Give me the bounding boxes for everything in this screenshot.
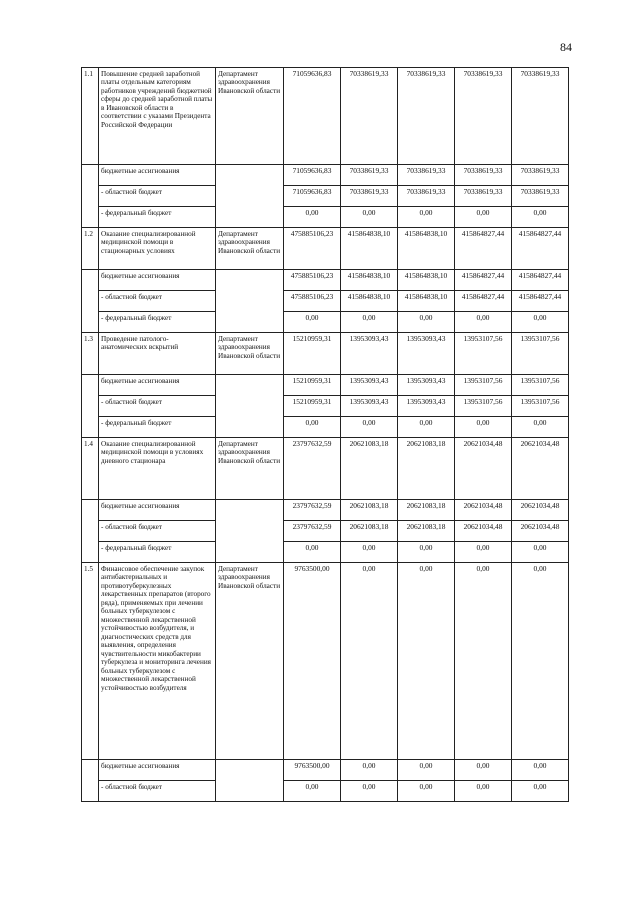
regional-budget-value: 0,00 [455, 781, 512, 802]
budget-allocations-value: 415864838,10 [341, 270, 398, 291]
index-blank [82, 500, 99, 563]
section-value: 20621083,18 [398, 438, 455, 500]
regional-budget-row [82, 291, 569, 312]
regional-budget-value: 20621083,18 [341, 521, 398, 542]
federal-budget-value: 0,00 [398, 207, 455, 228]
regional-budget-label: - областной бюджет [99, 291, 216, 312]
federal-budget-value: 0,00 [512, 312, 569, 333]
regional-budget-value: 70338619,33 [512, 186, 569, 207]
budget-allocations-value: 13953107,56 [512, 375, 569, 396]
federal-budget-row [82, 417, 569, 438]
section-row [82, 68, 569, 165]
budget-allocations-value: 20621034,48 [512, 500, 569, 521]
regional-budget-value: 13953093,43 [341, 396, 398, 417]
section-value: 70338619,33 [455, 68, 512, 165]
federal-budget-row [82, 312, 569, 333]
index-blank [82, 760, 99, 802]
regional-budget-value: 23797632,59 [284, 521, 341, 542]
section-title: Оказание специализированной медицинской помощи в условиях дневного стационара [99, 438, 216, 500]
regional-budget-value: 475885106,23 [284, 291, 341, 312]
budget-allocations-value: 0,00 [512, 760, 569, 781]
section-value: 475885106,23 [284, 228, 341, 270]
section-index: 1.4 [82, 438, 99, 500]
regional-budget-label: - областной бюджет [99, 186, 216, 207]
regional-budget-value: 0,00 [284, 781, 341, 802]
budget-allocations-value: 20621034,48 [455, 500, 512, 521]
federal-budget-row [82, 207, 569, 228]
section-value: 9763500,00 [284, 563, 341, 760]
budget-allocations-row [82, 165, 569, 186]
federal-budget-value: 0,00 [512, 542, 569, 563]
executor-blank [216, 500, 284, 563]
regional-budget-value: 0,00 [341, 781, 398, 802]
budget-allocations-row [82, 760, 569, 781]
executor-blank [216, 760, 284, 802]
regional-budget-value: 70338619,33 [455, 186, 512, 207]
section-executor: Департамент здравоохранения Ивановской области [216, 563, 284, 760]
budget-allocations-label: бюджетные ассигнования [99, 270, 216, 291]
budget-allocations-value: 70338619,33 [512, 165, 569, 186]
budget-allocations-value: 70338619,33 [341, 165, 398, 186]
table-body [82, 68, 569, 802]
federal-budget-value: 0,00 [341, 542, 398, 563]
index-blank [82, 165, 99, 228]
section-value: 415864838,10 [341, 228, 398, 270]
federal-budget-value: 0,00 [455, 207, 512, 228]
budget-allocations-value: 15210959,31 [284, 375, 341, 396]
budget-allocations-value: 0,00 [455, 760, 512, 781]
budget-allocations-row [82, 375, 569, 396]
section-title: Проведение патолого-анатомических вскрытий [99, 333, 216, 375]
federal-budget-row [82, 542, 569, 563]
regional-budget-value: 20621083,18 [398, 521, 455, 542]
regional-budget-label: - областной бюджет [99, 521, 216, 542]
section-value: 20621034,48 [512, 438, 569, 500]
budget-allocations-value: 13953107,56 [455, 375, 512, 396]
regional-budget-value: 13953107,56 [512, 396, 569, 417]
section-title: Финансовое обеспечение закупок антибактериальных и противотуберкулезных лекарственных препаратов (второго ряда), применяемых при лечении больных туберкулезом с множественной лекарственной устойчивостью возбудителя, и диагностических средств для выявления, определения чувствительности микобактерии туберкулеза и мониторинга лечения больных туберкулезом с множественной лекарственной устойчивостью возбудителя [99, 563, 216, 760]
federal-budget-value: 0,00 [398, 542, 455, 563]
regional-budget-value: 415864827,44 [512, 291, 569, 312]
regional-budget-value: 15210959,31 [284, 396, 341, 417]
budget-allocations-value: 415864838,10 [398, 270, 455, 291]
section-value: 13953107,56 [455, 333, 512, 375]
federal-budget-value: 0,00 [284, 312, 341, 333]
federal-budget-value: 0,00 [398, 312, 455, 333]
regional-budget-value: 13953093,43 [398, 396, 455, 417]
federal-budget-value: 0,00 [341, 207, 398, 228]
budget-allocations-value: 13953093,43 [398, 375, 455, 396]
federal-budget-label: - федеральный бюджет [99, 542, 216, 563]
section-value: 70338619,33 [398, 68, 455, 165]
section-value: 415864827,44 [512, 228, 569, 270]
section-value: 0,00 [512, 563, 569, 760]
page-number: 84 [560, 40, 572, 54]
budget-allocations-value: 0,00 [341, 760, 398, 781]
section-value: 20621083,18 [341, 438, 398, 500]
index-blank [82, 375, 99, 438]
budget-allocations-value: 20621083,18 [398, 500, 455, 521]
section-index: 1.5 [82, 563, 99, 760]
section-value: 0,00 [341, 563, 398, 760]
section-row [82, 438, 569, 500]
federal-budget-label: - федеральный бюджет [99, 207, 216, 228]
budget-allocations-label: бюджетные ассигнования [99, 165, 216, 186]
budget-allocations-value: 71059636,83 [284, 165, 341, 186]
budget-allocations-value: 9763500,00 [284, 760, 341, 781]
budget-allocations-label: бюджетные ассигнования [99, 500, 216, 521]
regional-budget-value: 415864827,44 [455, 291, 512, 312]
budget-allocations-value: 475885106,23 [284, 270, 341, 291]
regional-budget-label: - областной бюджет [99, 781, 216, 802]
budget-allocations-label: бюджетные ассигнования [99, 760, 216, 781]
budget-allocations-value: 70338619,33 [455, 165, 512, 186]
section-value: 20621034,48 [455, 438, 512, 500]
federal-budget-value: 0,00 [284, 542, 341, 563]
regional-budget-row [82, 521, 569, 542]
regional-budget-row [82, 396, 569, 417]
regional-budget-value: 0,00 [398, 781, 455, 802]
regional-budget-label: - областной бюджет [99, 396, 216, 417]
budget-allocations-value: 70338619,33 [398, 165, 455, 186]
index-blank [82, 270, 99, 333]
federal-budget-value: 0,00 [398, 417, 455, 438]
federal-budget-value: 0,00 [341, 312, 398, 333]
federal-budget-value: 0,00 [455, 542, 512, 563]
federal-budget-value: 0,00 [341, 417, 398, 438]
budget-allocations-value: 415864827,44 [512, 270, 569, 291]
section-value: 415864827,44 [455, 228, 512, 270]
federal-budget-value: 0,00 [455, 417, 512, 438]
budget-allocations-row [82, 500, 569, 521]
section-executor: Департамент здравоохранения Ивановской области [216, 438, 284, 500]
federal-budget-label: - федеральный бюджет [99, 312, 216, 333]
budget-allocations-value: 415864827,44 [455, 270, 512, 291]
budget-allocations-row [82, 270, 569, 291]
budget-allocations-value: 23797632,59 [284, 500, 341, 521]
federal-budget-value: 0,00 [284, 417, 341, 438]
section-index: 1.1 [82, 68, 99, 165]
regional-budget-value: 0,00 [512, 781, 569, 802]
regional-budget-value: 70338619,33 [398, 186, 455, 207]
section-value: 415864838,10 [398, 228, 455, 270]
section-title: Повышение средней заработной платы отдельным категориям работников учреждений бюджетной сферы до средней заработной платы в Ивановской области в соответствии с указами Президента Российской Федерации [99, 68, 216, 165]
executor-blank [216, 270, 284, 333]
budget-allocations-value: 20621083,18 [341, 500, 398, 521]
section-value: 15210959,31 [284, 333, 341, 375]
executor-blank [216, 375, 284, 438]
section-value: 0,00 [398, 563, 455, 760]
regional-budget-value: 20621034,48 [455, 521, 512, 542]
regional-budget-value: 415864838,10 [398, 291, 455, 312]
federal-budget-value: 0,00 [512, 417, 569, 438]
budget-allocations-value: 0,00 [398, 760, 455, 781]
section-value: 71059636,83 [284, 68, 341, 165]
section-row [82, 228, 569, 270]
section-row [82, 333, 569, 375]
regional-budget-value: 20621034,48 [512, 521, 569, 542]
section-value: 70338619,33 [512, 68, 569, 165]
regional-budget-row [82, 781, 569, 802]
section-executor: Департамент здравоохранения Ивановской области [216, 68, 284, 165]
federal-budget-value: 0,00 [455, 312, 512, 333]
regional-budget-row [82, 186, 569, 207]
section-index: 1.3 [82, 333, 99, 375]
section-value: 0,00 [455, 563, 512, 760]
section-row [82, 563, 569, 760]
regional-budget-value: 70338619,33 [341, 186, 398, 207]
federal-budget-label: - федеральный бюджет [99, 417, 216, 438]
section-value: 13953093,43 [341, 333, 398, 375]
section-index: 1.2 [82, 228, 99, 270]
budget-allocations-label: бюджетные ассигнования [99, 375, 216, 396]
section-title: Оказание специализированной медицинской помощи в стационарных условиях [99, 228, 216, 270]
budget-table [81, 67, 569, 802]
federal-budget-value: 0,00 [512, 207, 569, 228]
section-value: 13953093,43 [398, 333, 455, 375]
section-value: 70338619,33 [341, 68, 398, 165]
regional-budget-value: 415864838,10 [341, 291, 398, 312]
budget-allocations-value: 13953093,43 [341, 375, 398, 396]
section-value: 13953107,56 [512, 333, 569, 375]
section-value: 23797632,59 [284, 438, 341, 500]
regional-budget-value: 71059636,83 [284, 186, 341, 207]
federal-budget-value: 0,00 [284, 207, 341, 228]
executor-blank [216, 165, 284, 228]
section-executor: Департамент здравоохранения Ивановской области [216, 333, 284, 375]
section-executor: Департамент здравоохранения Ивановской области [216, 228, 284, 270]
regional-budget-value: 13953107,56 [455, 396, 512, 417]
